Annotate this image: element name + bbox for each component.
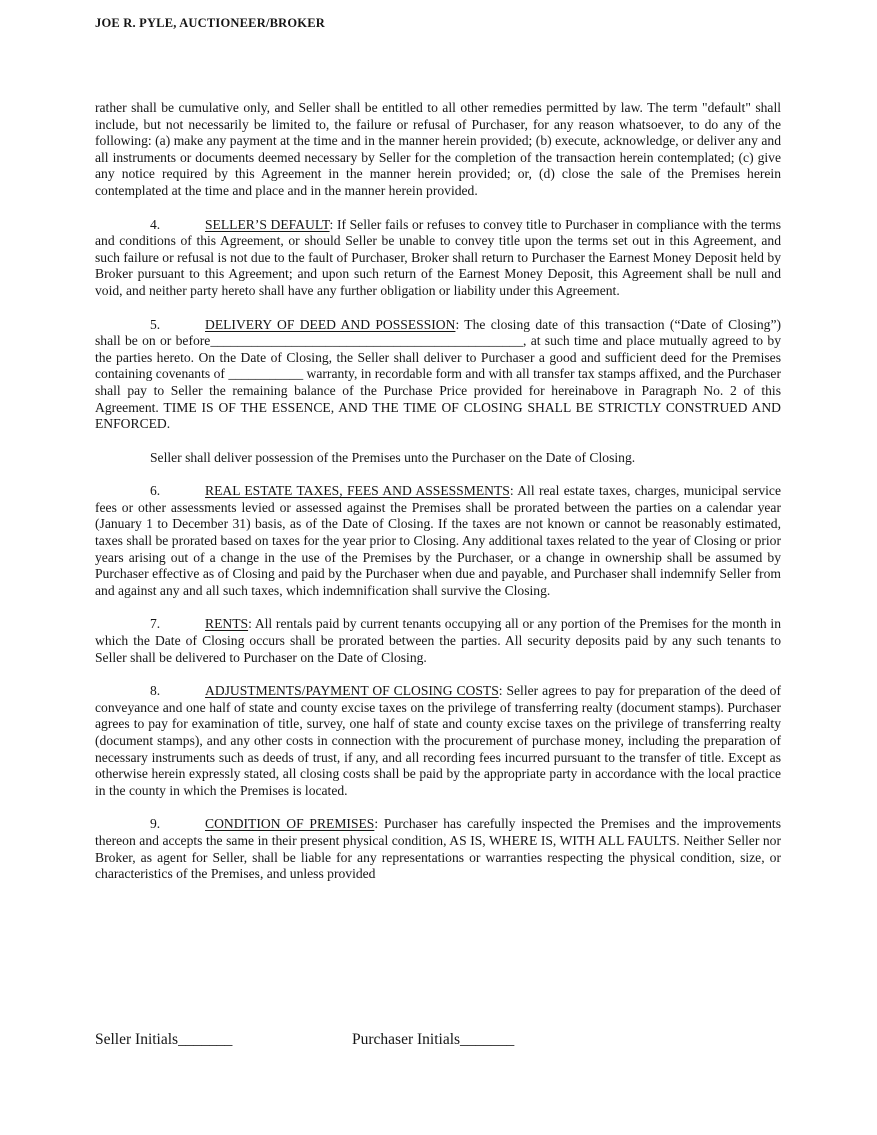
purchaser-initials	[352, 1030, 514, 1049]
paragraph-9-condition-of-premises	[95, 816, 781, 882]
paragraph-8-closing-costs	[95, 683, 781, 799]
paragraph-default-continuation	[95, 100, 781, 200]
paragraph-number: 6.	[150, 483, 161, 499]
purchaser-initials-label: Purchaser Initials	[352, 1031, 461, 1048]
paragraph-text: : The closing date of this transaction (“Date of Closing”) shall be on or before	[95, 316, 782, 349]
paragraph-text: : Purchaser has carefully inspected the Premises and the improvements thereon and accepts the same in their present physical condition, AS IS, WHERE IS, WITH ALL FAULTS. Neither Seller nor Broker, as agent for Seller, shall be liable for any representations or warranties respecting the physical condition, size, or characteristics of the Premises, and unless provided	[95, 816, 782, 882]
paragraph-5-delivery-of-deed	[95, 317, 781, 433]
paragraph-text: , at such time and place mutually agreed to by the parties hereto. On the Date of Closing, the Seller shall deliver to Purchaser a good and sufficient deed for the Premises containing covenants of	[95, 333, 781, 382]
paragraph-text: rather shall be cumulative only, and Seller shall be entitled to all other remedies permitted by law. The term "default" shall include, but not necessarily be limited to, the failure or refusal of Purchaser, for any reason whatsoever, to do any of the following: (a) make any payment at the time and in the manner herein provided; (b) execute, acknowledge, or deliver any and all instruments or documents deemed necessary by Seller for the completion of the transaction herein contemplated; (c) give any notice required by this Agreement in the manner herein provided; or, (d) close the sale of the Premises herein contemplated at the time and place and in the manner herein provided.	[95, 100, 781, 198]
paragraph-number: 5.	[150, 316, 161, 332]
paragraph-text: : If Seller fails or refuses to convey title to Purchaser in compliance with the terms and conditions of this Agreement, or should Seller be unable to convey title upon the terms set out in this Agreement, and such failure or refusal is not due to the fault of Purchaser, Broker shall return to Purchaser the Earnest Money Deposit held by Broker pursuant to this Agreement; and upon such return of the Earnest Money Deposit, this Agreement shall be null and void, and neither party hereto shall have any further obligation or liability under this Agreement.	[95, 216, 781, 298]
paragraph-6-real-estate-taxes	[95, 483, 781, 599]
paragraph-text: : Seller agrees to pay for preparation of the deed of conveyance and one half of state and county excise taxes on the privilege of transferring realty (document stamps). Purchaser agrees to pay for examination of title, survey, one half of state and county excise taxes on the privilege of transferring realty (document stamps), and any other costs in connection with the procurement of purchase money, including the preparation of necessary instruments such as deeds of trust, if any, and all recording fees incurred pursuant to the transfer of title. Except as otherwise herein expressly stated, all closing costs shall be paid by the appropriate party in accordance with the local practice in the county in which the Premises is located.	[95, 683, 781, 798]
paragraph-number: 7.	[150, 616, 161, 632]
paragraph-heading: REAL ESTATE TAXES, FEES AND ASSESSMENTS	[205, 483, 510, 499]
seller-initials	[95, 1031, 232, 1048]
paragraph-heading: CONDITION OF PREMISES	[205, 816, 375, 832]
initials-footer	[95, 1030, 781, 1049]
paragraph-text: Seller shall deliver possession of the Premises unto the Purchaser on the Date of Closing.	[150, 449, 636, 465]
document-header-title: JOE R. PYLE, AUCTIONEER/BROKER	[95, 16, 325, 30]
paragraph-possession	[95, 450, 781, 467]
paragraph-heading: RENTS	[205, 616, 249, 632]
paragraph-7-rents	[95, 616, 781, 666]
seller-initials-label: Seller Initials	[95, 1031, 179, 1048]
document-body	[95, 100, 781, 883]
paragraph-text: : All rentals paid by current tenants occupying all or any portion of the Premises for the month in which the Date of Closing occurs shall be prorated between the parties. All security deposits paid by any such tenants to Seller shall be delivered to Purchaser on the Date of Closing.	[95, 616, 781, 665]
seller-initials-blank-line: _______	[178, 1031, 233, 1048]
paragraph-number: 4.	[150, 216, 161, 232]
paragraph-heading: ADJUSTMENTS/PAYMENT OF CLOSING COSTS	[205, 683, 499, 699]
paragraph-text: warranty, in recordable form and with all transfer tax stamps affixed, and the Purchaser shall pay to Seller the remaining balance of the Purchase Price provided for hereinabove in Paragraph No. 2 of this Agreement. TIME IS OF THE ESSENCE, AND THE TIME OF CLOSING SHALL BE STRICTLY CONSTRUED AND ENFORCED.	[95, 366, 781, 432]
paragraph-number: 9.	[150, 816, 161, 832]
paragraph-heading: SELLER’S DEFAULT	[205, 216, 330, 232]
purchaser-initials-blank-line: _______	[460, 1031, 515, 1048]
paragraph-heading: DELIVERY OF DEED AND POSSESSION	[205, 316, 456, 332]
warranty-type-blank-line: ___________	[228, 366, 304, 382]
paragraph-4-sellers-default	[95, 217, 781, 300]
paragraph-text: : All real estate taxes, charges, municipal service fees or other assessments levied or assessed against the Premises shall be prorated between the parties on a calendar year (January 1 to December 31) basis, as of the Date of Closing. If the taxes are not known or cannot be reasonably estimated, taxes shall be prorated based on taxes for the year prior to Closing. Any additional taxes related to the year of Closing or prior years arising out of a change in the use of the Premises by the Purchaser, or a change in ownership shall be assumed by Purchaser effective as of Closing and paid by the Purchaser when due and payable, and Purchaser shall indemnify Seller from and against any and all such taxes, which indemnification shall survive the Closing.	[95, 483, 781, 598]
paragraph-number: 8.	[150, 683, 161, 699]
closing-date-blank-line: ______________________________________________	[210, 333, 523, 349]
